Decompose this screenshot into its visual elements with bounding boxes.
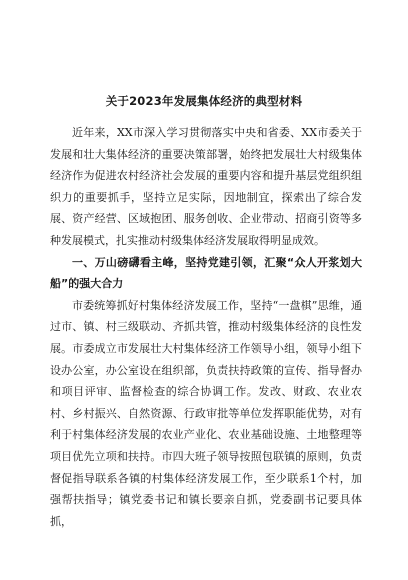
document-body (50, 122, 362, 532)
section-heading-1: 一、万山磅礴看主峰，坚持党建引领，汇聚“众人开浆划大船”的强大合力 (50, 255, 362, 291)
document-title: 关于2023年发展集体经济的典型材料 (105, 94, 303, 108)
section-1-paragraph: 市委统筹抓好村集体经济发展工作，坚持“一盘棋”思维，通过市、镇、村三级联动、齐抓共管，推动村级集体经济的良性发展。市委成立市发展壮大村集体经济工作领导小组，领导小组下设办公室，办公室设在组织部，负责扶持政策的宣传、指导督办和项目评审、监督检查的综合协调工作。发改、财政、农业农村、乡村振兴、自然资源、行政审批等单位发挥职能优势，对有利于村集体经济发展的农业产业化、农业基础设施、土地整理等项目优先立项和扶持。市四大班子领导按照包联镇的原则，负责督促指导联系各镇的村集体经济发展工作，至少联系1个村，加强帮扶指导；镇党委书记和镇长要亲自抓，党委副书记要具体抓， (50, 298, 362, 528)
intro-paragraph: 近年来，XX市深入学习贯彻落实中央和省委、XX市委关于发展和壮大集体经济的重要决策部署，始终把发展壮大村级集体经济作为促进农村经济社会发展的重要内容和提升基层党组织组织力的重要抓手，坚持立足实际，因地制宜，探索出了综合发展、资产经营、区域抱团、服务创收、企业带动、招商引资等多种发展模式，扎实推动村级集体经济发展取得明显成效。 (50, 126, 362, 247)
